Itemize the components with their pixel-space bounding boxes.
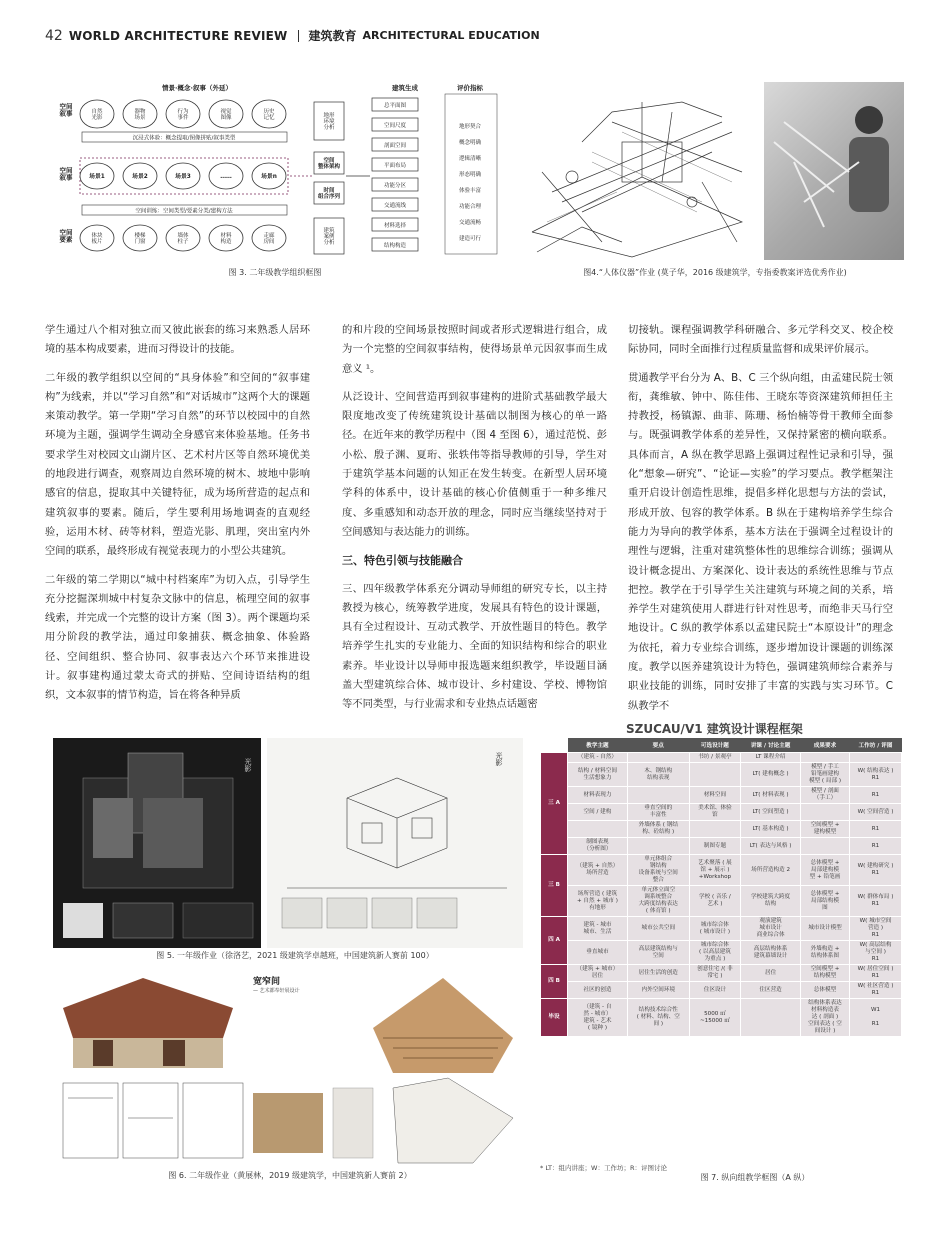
table-cell: 高层结构体系 建筑幕墙设计 — [741, 941, 801, 965]
table-header-cell: 成果要求 — [800, 738, 849, 753]
paragraph: 三、四年级教学体系充分调动导师组的研究专长，以主持教授为核心，统筹教学进度，发展具有特色的设计课题，具有全过程设计、互动式教学、开放性题目的特色。教学培养学生扎实的专业能力、全面的知识结构和综合的职业素养。毕业设计以导师申报选题来组织教学，毕设题目涵盖大型建筑综合体、城市设计、乡村建设、学校、博物馆等不同类型，与行业需求和专业热点话题密 — [342, 582, 607, 711]
plan-render — [53, 738, 261, 948]
table-cell — [627, 838, 689, 855]
table-cell: 居住 — [741, 965, 801, 982]
table-cell: LT( 表达与风格 ) — [741, 838, 801, 855]
table-cell: 空间模型 + 结构模型 — [800, 965, 849, 982]
table-row — [541, 838, 902, 855]
fig3-eval-label: 交通流畅 — [458, 220, 482, 226]
fig3-gen-label: 功能分区 — [383, 183, 407, 189]
axonometric-drawing — [522, 82, 758, 260]
table-cell: 城市公共空间 — [627, 917, 689, 941]
fig3-mid-label: 时间组合序列 — [317, 187, 341, 201]
fig3-gen-label: 平面布局 — [383, 163, 407, 169]
fig7-note: * LT：组内讲座；W：工作坊；R：评图讨论 — [540, 1164, 667, 1172]
paragraph: 从泛设计、空间营造再到叙事建构的进阶式基础教学最大限度地改变了传统建筑设计基础以制图为核心的单一路径。在近年来的教学历程中（图 4 至图 6），通过范悦、彭小松、殷子渊、夏珩、张轶伟等指导教师的引导，学生对于建筑学基本问题的认知正在发生转变。在新型人居环境学科的体系中，设计基础的核心价值侧重于一种多维尺度、多重感知和动态开放的理念，同时应当继续坚持对于空间感知与表达能力的训练。 — [342, 390, 607, 538]
table-cell: W( 结构表达 ) R1 — [850, 763, 902, 787]
fig3-concept-label: 器物场景 — [134, 108, 146, 122]
fig3-gen-label: 总平面图 — [383, 103, 407, 109]
paragraph: 切接轨。课程强调教学科研融合、多元学科交叉、校企校际协同，同时全面推行过程质量监督和成果评价展示。 — [628, 324, 893, 356]
fig3-scene-label: 场景2 — [132, 174, 148, 180]
table-header-cell: 讲课 / 讨论主题 — [741, 738, 801, 753]
fig3-gen-label: 空间尺度 — [383, 123, 407, 129]
paragraph: 的和片段的空间场景按照时间或者形式逻辑进行组合，成为一个完整的空间叙事结构，使得场景单元因叙事而生成意义 ¹。 — [342, 324, 607, 375]
table-cell: W( 群体布局 ) R1 — [850, 886, 902, 917]
table-cell: LT( 空间塑造 ) — [741, 804, 801, 821]
paragraph: 贯通教学平台分为 A、B、C 三个纵向组，由孟建民院士领衔，龚维敏、钟中、陈佳伟、王晓东等资深建筑师担任主持教授，杨镇源、曲菲、陈珊、杨怡楠等骨干教师全面参与。既强调教学体系的差异性，又保持紧密的横向联系。具体而言，A 纵在教学思路上强调过程性记录和引导，强化“想象—研究”、“论证—实验”的学习要点。教学框架注重开启设计创造性思维，提倡多样化思想与方法的尝试，形成开放、包容的教学体系。B 纵在于建构培养学生综合能力为导向的教学体系，基本方法在于强调全过程设计的理性与逻辑，注重对建筑整体性的思维综合训练；强调从设计概念提出、方案深化、设计表达的系统性思维与节点把控。教学在于引导学生关注建筑与环境之间的关系，培养学生对建筑使用人群进行针对性思考，而绝非天马行空地设计。C 纵的教学体系以孟建民院士“本原设计”的理念为依托，着力专业综合训练，逐步增加设计课题的训练深度。教学以医养建筑设计为特色，强调建筑师综合素养与职业技能的训练，同时安排了丰富的实践与实习环节。C 纵教学不 — [628, 371, 893, 712]
table-cell: 总体模型 + 局部结构模 图 — [800, 886, 849, 917]
fig7-title: SZUCAU/V1 建筑设计课程框架 — [626, 722, 803, 736]
table-cell: 单元体立面空 调系统整合 大跨度结构表达 ( 体育馆 ) — [627, 886, 689, 917]
table-cell: 学校 ( 音乐 / 艺术 ) — [689, 886, 741, 917]
fig3-concept-label: 视觉图像 — [220, 108, 232, 122]
table-cell: 空间模型 + 建构模型 — [800, 821, 849, 838]
fig3-concept-label: 行为事件 — [177, 108, 189, 122]
table-row — [541, 965, 902, 982]
table-header-cell: 可选设计题 — [689, 738, 741, 753]
table-cell — [741, 999, 801, 1037]
table-cell — [800, 804, 849, 821]
group-label: 四 B — [541, 965, 568, 999]
fig5-axonometric — [267, 738, 523, 948]
table-cell: W( 高层结构 与空间 ) R1 — [850, 941, 902, 965]
figure-4-drawing — [522, 82, 758, 260]
table-row — [541, 982, 902, 999]
table-cell: 制图表现 （分析图） — [568, 838, 628, 855]
fig3-row-label: 空间叙事 — [59, 102, 73, 118]
table-cell — [689, 763, 741, 787]
table-cell: LT( 材料表现 ) — [741, 787, 801, 804]
table-cell: 城市综合体 ( 以高层建筑 为重点 ) — [689, 941, 741, 965]
table-row — [541, 763, 902, 787]
table-cell: 结构 / 材料空间 生活想象力 — [568, 763, 628, 787]
table-cell: 单元体组合 钢结构 设备系统与空间 整合 — [627, 855, 689, 886]
fig3-gen-label: 结构构造 — [383, 243, 407, 249]
figure-4-photo — [764, 82, 904, 260]
table-cell: W1 R1 — [850, 999, 902, 1037]
table-cell: W( 社区营造 ) R1 — [850, 982, 902, 999]
figure-7-table — [540, 722, 902, 1158]
page-number: 42 — [45, 27, 63, 44]
fig6-illustration — [53, 968, 523, 1168]
table-cell: R1 — [850, 787, 902, 804]
table-row — [541, 917, 902, 941]
table-cell: 艺术聚落 ( 展 馆 + 展示 ) +Workshop — [689, 855, 741, 886]
text-column-1 — [45, 321, 310, 715]
fig3-eval-label: 地形契合 — [458, 124, 482, 130]
group-label: 四 A — [541, 917, 568, 965]
fig3-title-right: 评价指标 — [457, 84, 483, 92]
table-cell: LT( 基本构造 ) — [741, 821, 801, 838]
table-cell: 材料空间 — [689, 787, 741, 804]
table-cell: 制图专题 — [689, 838, 741, 855]
table-cell: 城市设计模型 — [800, 917, 849, 941]
fig3-eval-label: 形态明确 — [458, 172, 482, 178]
fig3-concept-label: 自然光影 — [91, 108, 103, 122]
table-cell — [627, 787, 689, 804]
table-cell: 社区的创造 — [568, 982, 628, 999]
table-cell: W( 城市空间 营造 ) R1 — [850, 917, 902, 941]
fig3-title-mid: 建筑生成 — [392, 84, 418, 92]
table-cell: 观演建筑 城市设计 商业综合体 — [741, 917, 801, 941]
table-cell: LT 课程介绍 — [741, 753, 801, 763]
fig3-element-label: 墙体柱子 — [177, 232, 189, 246]
table-cell — [568, 821, 628, 838]
table-cell: 居住生活的创造 — [627, 965, 689, 982]
table-cell: （建筑 + 自然） 场所营造 — [568, 855, 628, 886]
table-cell: 垂直城市 — [568, 941, 628, 965]
fig6-caption: 图 6. 二年级作业（黄展林，2019 级建筑学，中国建筑新人赛前 2） — [168, 1171, 412, 1180]
table-cell: 模型 / 手工 铅笔画建构 模型 ( 局部 ) — [800, 763, 849, 787]
table-cell: 书坊 / 景观亭 — [689, 753, 741, 763]
fig3-gen-label: 剖面空间 — [383, 143, 407, 149]
table-cell: （建筑 + 城市） 居住 — [568, 965, 628, 982]
header-divider — [298, 30, 299, 42]
table-cell: 外墙构造 + 结构体系图 — [800, 941, 849, 965]
table-cell — [850, 753, 902, 763]
fig5-dark-render — [53, 738, 261, 948]
table-header-cell: 教学主题 — [568, 738, 628, 753]
table-cell: 美术馆、体验 馆 — [689, 804, 741, 821]
fig3-eval-label: 逻辑清晰 — [458, 156, 482, 162]
fig3-eval-label: 概念明确 — [458, 140, 482, 146]
fig3-element-label: 楼梯门窗 — [134, 232, 146, 246]
photo-person-with-instrument — [764, 82, 904, 260]
fig4-caption: 图4.“人体仪器”作业 (莫子华，2016 级建筑学，专指委教案评选优秀作业) — [583, 268, 847, 277]
fig3-row-label: 空间叙事 — [59, 166, 73, 182]
section-en: ARCHITECTURAL EDUCATION — [362, 29, 540, 42]
fig7-caption: 图 7. 纵向组教学框图（A 纵） — [700, 1173, 810, 1182]
fig3-row-label: 空间要素 — [59, 228, 73, 244]
table-cell: 结构体系表达 材料构造表 达 ( 剖面 ) 空间表达 ( 空 间设计 ) — [800, 999, 849, 1037]
table-cell — [800, 838, 849, 855]
table-cell: 学校建筑大跨度 结构 — [741, 886, 801, 917]
magazine-name: WORLD ARCHITECTURE REVIEW — [68, 28, 288, 43]
page-header — [45, 27, 540, 44]
table-row — [541, 886, 902, 917]
table-row — [541, 804, 902, 821]
fig3-gen-label: 交通流线 — [383, 203, 407, 209]
fig3-eval-label: 体验丰富 — [458, 188, 482, 194]
fig6-board-title: 宽窄间 — [253, 977, 281, 987]
table-cell: W( 居住空间 ) R1 — [850, 965, 902, 982]
table-cell: 总体模型 — [800, 982, 849, 999]
paragraph: 二年级的第二学期以“城中村档案库”为切入点，引导学生充分挖掘深圳城中村复杂文脉中的信息，梳理空间的叙事线索，并完成一个完整的设计方案（图 3）。两个课题均采用分阶段的教学法，通过印象捕获、概念抽象、体验路径、空间组织、整合协同、叙事表达六个环节来推进设计。叙事建构通过蒙太奇式的拼贴、空间诗语结构的组织，文本叙事的情节构造，旨在将各种异质 — [45, 573, 310, 702]
table-cell: 内外空间环境 — [627, 982, 689, 999]
table-cell: （建筑 - 自然） — [568, 753, 628, 763]
fig3-gen-label: 材料选择 — [383, 223, 407, 229]
table-cell: 住区营造 — [741, 982, 801, 999]
figure-6-board — [53, 968, 523, 1168]
svg-text:光影: 光影 — [495, 752, 503, 766]
table-cell: 场所营造 ( 建筑 + 自然 + 城市 ) 有地形 — [568, 886, 628, 917]
section-cn: 建筑教育 — [308, 29, 357, 43]
group-label: 三 A — [541, 753, 568, 855]
table-cell: 住区设计 — [689, 982, 741, 999]
fig3-scene-label: 场景3 — [175, 174, 191, 180]
table-cell: 总体模型 + 局部建构模 型 + 铅笔画 — [800, 855, 849, 886]
table-cell: R1 — [850, 838, 902, 855]
fig6-board-subtitle: — 艺术都奉轩展设计 — [253, 988, 300, 994]
paragraph: 学生通过八个相对独立而又彼此嵌套的练习来熟悉人居环境的基本构成要素，进而习得设计的技能。 — [45, 324, 310, 356]
table-row — [541, 855, 902, 886]
fig3-mid-label: 地形环境分析 — [323, 112, 335, 132]
table-cell: 高层建筑结构与 空间 — [627, 941, 689, 965]
fig5-caption: 图 5. 一年级作业（徐洛艺，2021 级建筑学卓越班，中国建筑新人赛前 100） — [156, 951, 434, 960]
table-header-cell: 工作坊 / 评图 — [850, 738, 902, 753]
fig3-svg — [52, 80, 502, 260]
table-cell: LT( 建构概念 ) — [741, 763, 801, 787]
table-cell: 材料表现力 — [568, 787, 628, 804]
table-cell: （建筑 - 自 然 - 城市） 建筑 - 艺术 ( 镜种 ) — [568, 999, 628, 1037]
table-header-row — [541, 738, 902, 753]
fig3-bar-label: 沉浸式体验：概念提取/图像拼贴/叙事类型 — [132, 135, 236, 142]
text-column-2 — [342, 321, 607, 724]
table-cell: 创意住宅 /( 非 常宅 ) — [689, 965, 741, 982]
fig3-scene-label: …… — [220, 174, 232, 180]
fig3-scene-label: 场景1 — [89, 174, 105, 180]
table-row — [541, 941, 902, 965]
svg-text:光影: 光影 — [244, 758, 252, 772]
table-row — [541, 999, 902, 1037]
table-cell: 外墙体系 ( 钢结 构、砼结构 ) — [627, 821, 689, 838]
fig3-element-label: 体块板片 — [91, 232, 103, 246]
paragraph: 二年级的教学组织以空间的“具身体验”和空间的“叙事建构”为线索，并以“学习自然”和“对话城市”这两个大的课题来策动教学。第一学期“学习自然”的环节以校园中的自然环境为主题，强调学生调动全身感官来体验基地。任务书要求学生对校园文山湖片区、艺术村片区等自然环境优美的地段进行调查，观察周边自然环境的树木、坡地中影响感官的信息，提取其中关键特征，成为场所营造的起点和建筑叙事的要素。随后，学生要利用场地调查的直观经验，运用木材、砖等材料，塑造光影、肌理，突出室内外空间的联系，最终形成有视觉表现力的小型公共建筑。 — [45, 371, 310, 558]
table-cell: R1 — [850, 821, 902, 838]
table-cell: 垂直空间的 丰富性 — [627, 804, 689, 821]
table-header-corner — [541, 738, 568, 753]
fig3-caption: 图 3. 二年级教学组织框图 — [228, 268, 322, 277]
table-cell: 模型 / 剖面 （手工） — [800, 787, 849, 804]
house-axonometric — [267, 738, 523, 948]
table-cell: W( 建构研究 ) R1 — [850, 855, 902, 886]
table-row — [541, 753, 902, 763]
table-row — [541, 787, 902, 804]
figure-5-board — [53, 738, 523, 948]
table-cell: 木、钢结构 结构表现 — [627, 763, 689, 787]
fig3-mid-label: 空间整体架构 — [317, 157, 341, 171]
section-heading: 三、特色引领与技能融合 — [342, 554, 463, 568]
table-cell: W( 空间营造 ) — [850, 804, 902, 821]
table-cell: 结构技术综合性 ( 材料、结构、空 间 ) — [627, 999, 689, 1037]
fig3-mid-label: 建筑案例分析 — [323, 227, 335, 247]
table-cell: 城市综合体 ( 城市设计 ) — [689, 917, 741, 941]
group-label: 毕设 — [541, 999, 568, 1037]
group-label: 三 B — [541, 855, 568, 917]
table-cell: 5000 ㎡ ~15000 ㎡ — [689, 999, 741, 1037]
fig3-bar-label: 空间训练：空间类型/要素分类/建构方法 — [135, 208, 233, 215]
table-cell: 场所营造构造 2 — [741, 855, 801, 886]
table-header-cell: 要点 — [627, 738, 689, 753]
fig3-element-label: 材料构造 — [220, 232, 232, 246]
table-cell: 空间 / 建构 — [568, 804, 628, 821]
table-row — [541, 821, 902, 838]
text-column-3 — [628, 321, 893, 725]
table-cell — [627, 753, 689, 763]
fig3-concept-label: 历史记忆 — [263, 108, 275, 122]
figure-3-diagram — [52, 80, 502, 260]
table-cell — [800, 753, 849, 763]
fig3-element-label: 走廊房间 — [263, 232, 275, 246]
fig3-eval-label: 建造可行 — [458, 236, 482, 242]
fig3-title-left: 情景·概念·叙事（外延） — [162, 84, 232, 92]
fig3-eval-label: 功能合理 — [458, 204, 482, 210]
fig3-scene-label: 场景n — [261, 174, 277, 180]
table-cell: 建筑 - 城市 城市、生活 — [568, 917, 628, 941]
table-cell — [689, 821, 741, 838]
course-framework-table — [540, 738, 902, 1037]
